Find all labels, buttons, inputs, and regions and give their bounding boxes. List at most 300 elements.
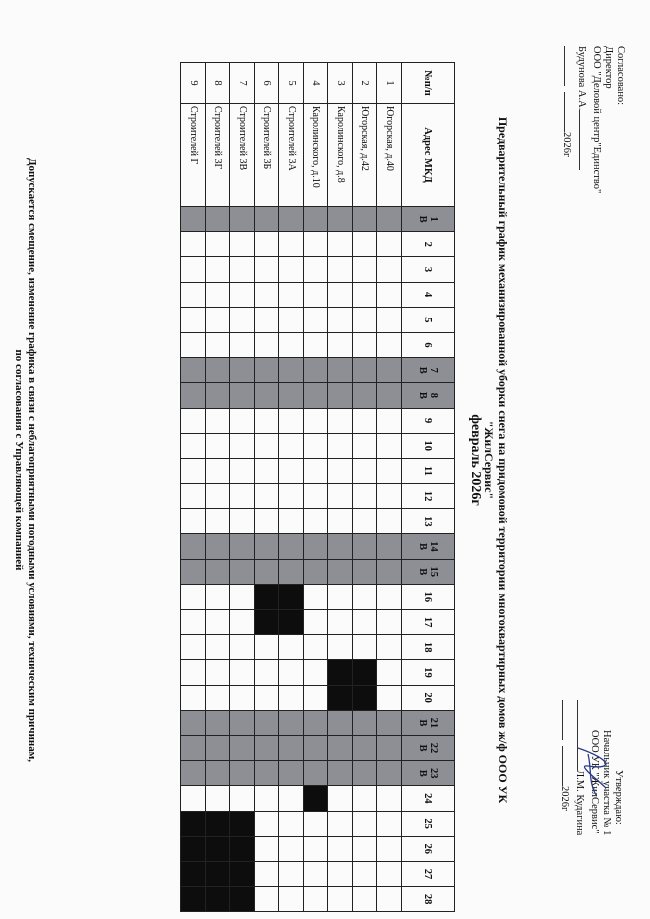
header-day-number: 12 [422,490,434,502]
day-cell [206,207,231,232]
day-cell [181,332,206,357]
day-cell [377,710,402,735]
day-cell [181,408,206,433]
day-cell [304,635,329,660]
header-day-26 [402,836,455,861]
day-cell [304,207,329,232]
day-cell [304,836,329,861]
day-cell [328,635,353,660]
day-cell [206,383,231,408]
day-cell [304,534,329,559]
row-address: Югорская, д.42 [353,104,378,207]
footer-line-1: Допускается смещение, изменение графика в связи с неблагоприятными погодными условиями, техническим причинам, [26,157,38,763]
day-cell [279,232,304,257]
header-day-weekend-mark: В [417,543,428,551]
day-cell [328,383,353,408]
header-day-10 [402,433,455,458]
day-cell [377,559,402,584]
header-day-number: 2 [422,241,434,247]
table-row [377,63,402,912]
approval-right-position: Начальник участка № 1 [601,730,612,836]
day-cell [328,761,353,786]
day-cell [181,307,206,332]
day-cell [279,761,304,786]
scheduled-cell [230,887,255,912]
header-day-23 [402,761,455,786]
day-cell [279,836,304,861]
day-cell [230,383,255,408]
header-day-1 [402,207,455,232]
day-cell [230,433,255,458]
day-cell [304,307,329,332]
row-number: 4 [304,63,329,104]
day-cell [206,685,231,710]
day-cell [353,735,378,760]
scheduled-cell [206,811,231,836]
day-cell [181,635,206,660]
scheduled-cell [255,584,280,609]
day-cell [206,584,231,609]
row-address: Строителей 3Г [206,104,231,207]
day-cell [206,559,231,584]
day-cell [206,660,231,685]
header-day-2 [402,232,455,257]
day-cell [328,509,353,534]
day-cell [304,433,329,458]
day-cell [377,207,402,232]
day-cell [279,383,304,408]
header-day-number: 24 [422,793,434,804]
day-cell [377,635,402,660]
day-cell [304,484,329,509]
day-cell [353,509,378,534]
day-cell [377,660,402,685]
day-cell [377,534,402,559]
day-cell [230,509,255,534]
header-day-number: 6 [422,342,434,348]
day-cell [181,383,206,408]
day-cell [255,811,280,836]
day-cell [230,358,255,383]
row-number: 7 [230,63,255,104]
schedule-table [181,62,456,912]
header-day-16 [402,584,455,609]
approval-left-heading: Согласовано: [615,46,626,106]
day-cell [206,786,231,811]
day-cell [304,408,329,433]
approval-right-name: Л.М. Кудагина [573,700,588,835]
scheduled-cell [353,660,378,685]
table-row [181,63,206,912]
day-cell [353,559,378,584]
header-day-number: 25 [422,818,434,829]
header-day-number: 21 [428,717,439,729]
signature-scribble [568,740,618,800]
day-cell [255,484,280,509]
scheduled-cell [206,887,231,912]
day-cell [206,735,231,760]
day-cell [304,811,329,836]
day-cell [279,458,304,483]
scheduled-cell [181,887,206,912]
day-cell [304,559,329,584]
header-day-14 [402,534,455,559]
day-cell [181,433,206,458]
day-cell [181,232,206,257]
day-cell [206,509,231,534]
day-cell [328,887,353,912]
day-cell [304,257,329,282]
day-cell [304,509,329,534]
day-cell [255,559,280,584]
day-cell [377,484,402,509]
day-cell [206,332,231,357]
header-day-7 [402,358,455,383]
day-cell [181,509,206,534]
header-day-8 [402,383,455,408]
day-cell [353,307,378,332]
day-cell [328,358,353,383]
day-cell [304,685,329,710]
day-cell [328,735,353,760]
approval-block-left [560,46,626,193]
header-day-number: 20 [422,692,434,703]
day-cell [328,861,353,886]
scheduled-cell [230,836,255,861]
day-cell [255,836,280,861]
day-cell [230,761,255,786]
header-day-number: 11 [422,466,434,476]
day-cell [304,887,329,912]
row-number: 8 [206,63,231,104]
day-cell [255,861,280,886]
day-cell [279,282,304,307]
day-cell [353,786,378,811]
day-cell [181,685,206,710]
day-cell [206,257,231,282]
day-cell [377,685,402,710]
day-cell [206,534,231,559]
table-row [353,63,378,912]
day-cell [230,584,255,609]
header-day-number: 1 [428,216,439,222]
day-cell [255,383,280,408]
row-number: 5 [279,63,304,104]
header-day-number: 7 [428,367,439,373]
day-cell [255,257,280,282]
row-address: Строителей Г [181,104,206,207]
approval-right-company: ООО УК "ЖилСервис" [589,730,600,834]
day-cell [304,332,329,357]
day-cell [255,660,280,685]
header-day-number: 17 [422,616,434,628]
day-cell [279,710,304,735]
day-cell [255,735,280,760]
day-cell [230,559,255,584]
header-day-5 [402,307,455,332]
header-day-3 [402,257,455,282]
day-cell [328,786,353,811]
day-cell [377,509,402,534]
table-row [230,63,255,912]
day-cell [328,207,353,232]
approval-left-name: Будунова А.А. [575,46,590,193]
scheduled-cell [279,584,304,609]
day-cell [353,887,378,912]
day-cell [230,610,255,635]
day-cell [304,458,329,483]
day-cell [206,282,231,307]
header-day-9 [402,408,455,433]
header-day-28 [402,887,455,912]
day-cell [181,458,206,483]
day-cell [255,282,280,307]
title-line-1: Предварительный график механизированной уборки снега на придомовой территории многоквартирных домов ж/ф ООО УК [496,116,510,804]
day-cell [328,282,353,307]
day-cell [279,509,304,534]
day-cell [255,710,280,735]
day-cell [328,836,353,861]
day-cell [353,635,378,660]
day-cell [377,761,402,786]
day-cell [328,307,353,332]
day-cell [328,610,353,635]
day-cell [377,887,402,912]
day-cell [377,861,402,886]
day-cell [279,207,304,232]
day-cell [353,761,378,786]
header-day-number: 27 [422,868,434,880]
table-row [255,63,280,912]
header-day-19 [402,660,455,685]
header-day-weekend-mark: В [417,769,428,777]
day-cell [279,332,304,357]
day-cell [230,282,255,307]
approval-right-date: 2026г [558,700,573,835]
header-day-18 [402,635,455,660]
header-day-6 [402,332,455,357]
day-cell [255,232,280,257]
day-cell [255,458,280,483]
day-cell [304,232,329,257]
day-cell [377,458,402,483]
day-cell [279,408,304,433]
day-cell [377,786,402,811]
scheduled-cell [230,811,255,836]
day-cell [255,307,280,332]
day-cell [279,559,304,584]
day-cell [377,232,402,257]
header-day-number: 18 [422,642,434,653]
footer-line-2: по согласования с Управляющей компанией [13,349,25,571]
day-cell [206,408,231,433]
header-day-number: 14 [428,541,439,552]
day-cell [279,735,304,760]
day-cell [255,408,280,433]
day-cell [279,433,304,458]
day-cell [255,635,280,660]
row-number: 1 [377,63,402,104]
day-cell [304,660,329,685]
day-cell [181,207,206,232]
header-day-number: 16 [422,591,434,603]
day-cell [353,584,378,609]
day-cell [181,484,206,509]
day-cell [230,458,255,483]
day-cell [353,207,378,232]
day-cell [328,710,353,735]
day-cell [353,861,378,886]
day-cell [181,282,206,307]
row-address: Каролинского, д.8 [328,104,353,207]
header-day-number: 13 [422,516,434,527]
day-cell [206,433,231,458]
day-cell [353,408,378,433]
header-day-number: 19 [422,667,434,678]
day-cell [181,559,206,584]
header-day-25 [402,811,455,836]
header-day-27 [402,861,455,886]
day-cell [181,786,206,811]
scheduled-cell [206,861,231,886]
day-cell [328,232,353,257]
day-cell [353,232,378,257]
day-cell [181,710,206,735]
header-day-number: 26 [422,843,434,855]
day-cell [206,358,231,383]
day-cell [353,458,378,483]
header-day-13 [402,509,455,534]
header-day-24 [402,786,455,811]
day-cell [328,408,353,433]
day-cell [230,786,255,811]
day-cell [353,484,378,509]
day-cell [353,282,378,307]
scheduled-cell [206,836,231,861]
header-day-17 [402,610,455,635]
scheduled-cell [279,610,304,635]
day-cell [255,332,280,357]
scheduled-cell [304,786,329,811]
day-cell [353,257,378,282]
day-cell [304,735,329,760]
day-cell [353,610,378,635]
day-cell [279,811,304,836]
scheduled-cell [328,685,353,710]
document-title [468,70,510,850]
day-cell [304,358,329,383]
header-day-number: 3 [422,266,434,273]
day-cell [279,786,304,811]
header-day-weekend-mark: В [417,719,428,727]
approval-right-heading: Утверждаю: [613,770,624,825]
header-day-number: 10 [422,440,434,452]
row-address: Югорская, д.40 [377,104,402,207]
scheduled-cell [328,660,353,685]
day-cell [328,332,353,357]
day-cell [255,433,280,458]
day-cell [279,484,304,509]
header-day-15 [402,559,455,584]
header-day-weekend-mark: В [417,391,428,399]
day-cell [255,761,280,786]
day-cell [255,509,280,534]
day-cell [353,710,378,735]
day-cell [328,458,353,483]
day-cell [353,534,378,559]
day-cell [353,433,378,458]
approval-left-position: Директор [603,46,614,89]
table-row [328,63,353,912]
day-cell [206,761,231,786]
day-cell [181,735,206,760]
day-cell [377,282,402,307]
day-cell [230,484,255,509]
row-address: Строителей 3В [230,104,255,207]
scheduled-cell [181,836,206,861]
header-day-22 [402,735,455,760]
day-cell [377,257,402,282]
day-cell [328,559,353,584]
day-cell [304,282,329,307]
day-cell [230,534,255,559]
day-cell [328,484,353,509]
row-number: 9 [181,63,206,104]
day-cell [230,735,255,760]
day-cell [230,207,255,232]
day-cell [304,584,329,609]
day-cell [255,685,280,710]
day-cell [328,534,353,559]
day-cell [328,811,353,836]
day-cell [377,811,402,836]
scheduled-cell [255,610,280,635]
header-day-number: 9 [422,417,434,424]
header-day-12 [402,484,455,509]
row-number: 3 [328,63,353,104]
day-cell [206,710,231,735]
header-address: Адрес МКД [402,104,455,207]
table-row [206,63,231,912]
header-day-number: 8 [428,392,439,399]
day-cell [377,836,402,861]
title-line-2: "ЖилСервис" [482,420,496,500]
header-day-weekend-mark: В [417,568,428,576]
table-row [279,63,304,912]
header-day-20 [402,685,455,710]
day-cell [230,307,255,332]
day-cell [328,433,353,458]
day-cell [181,358,206,383]
header-day-weekend-mark: В [417,744,428,752]
header-day-number: 22 [428,742,439,754]
header-day-4 [402,282,455,307]
header-day-number: 5 [422,317,434,323]
day-cell [181,610,206,635]
day-cell [230,232,255,257]
day-cell [377,433,402,458]
schedule-header-row [402,63,455,912]
day-cell [255,786,280,811]
day-cell [230,332,255,357]
day-cell [181,660,206,685]
day-cell [206,232,231,257]
day-cell [353,811,378,836]
day-cell [255,358,280,383]
day-cell [377,332,402,357]
day-cell [353,358,378,383]
header-day-number: 28 [422,893,434,905]
